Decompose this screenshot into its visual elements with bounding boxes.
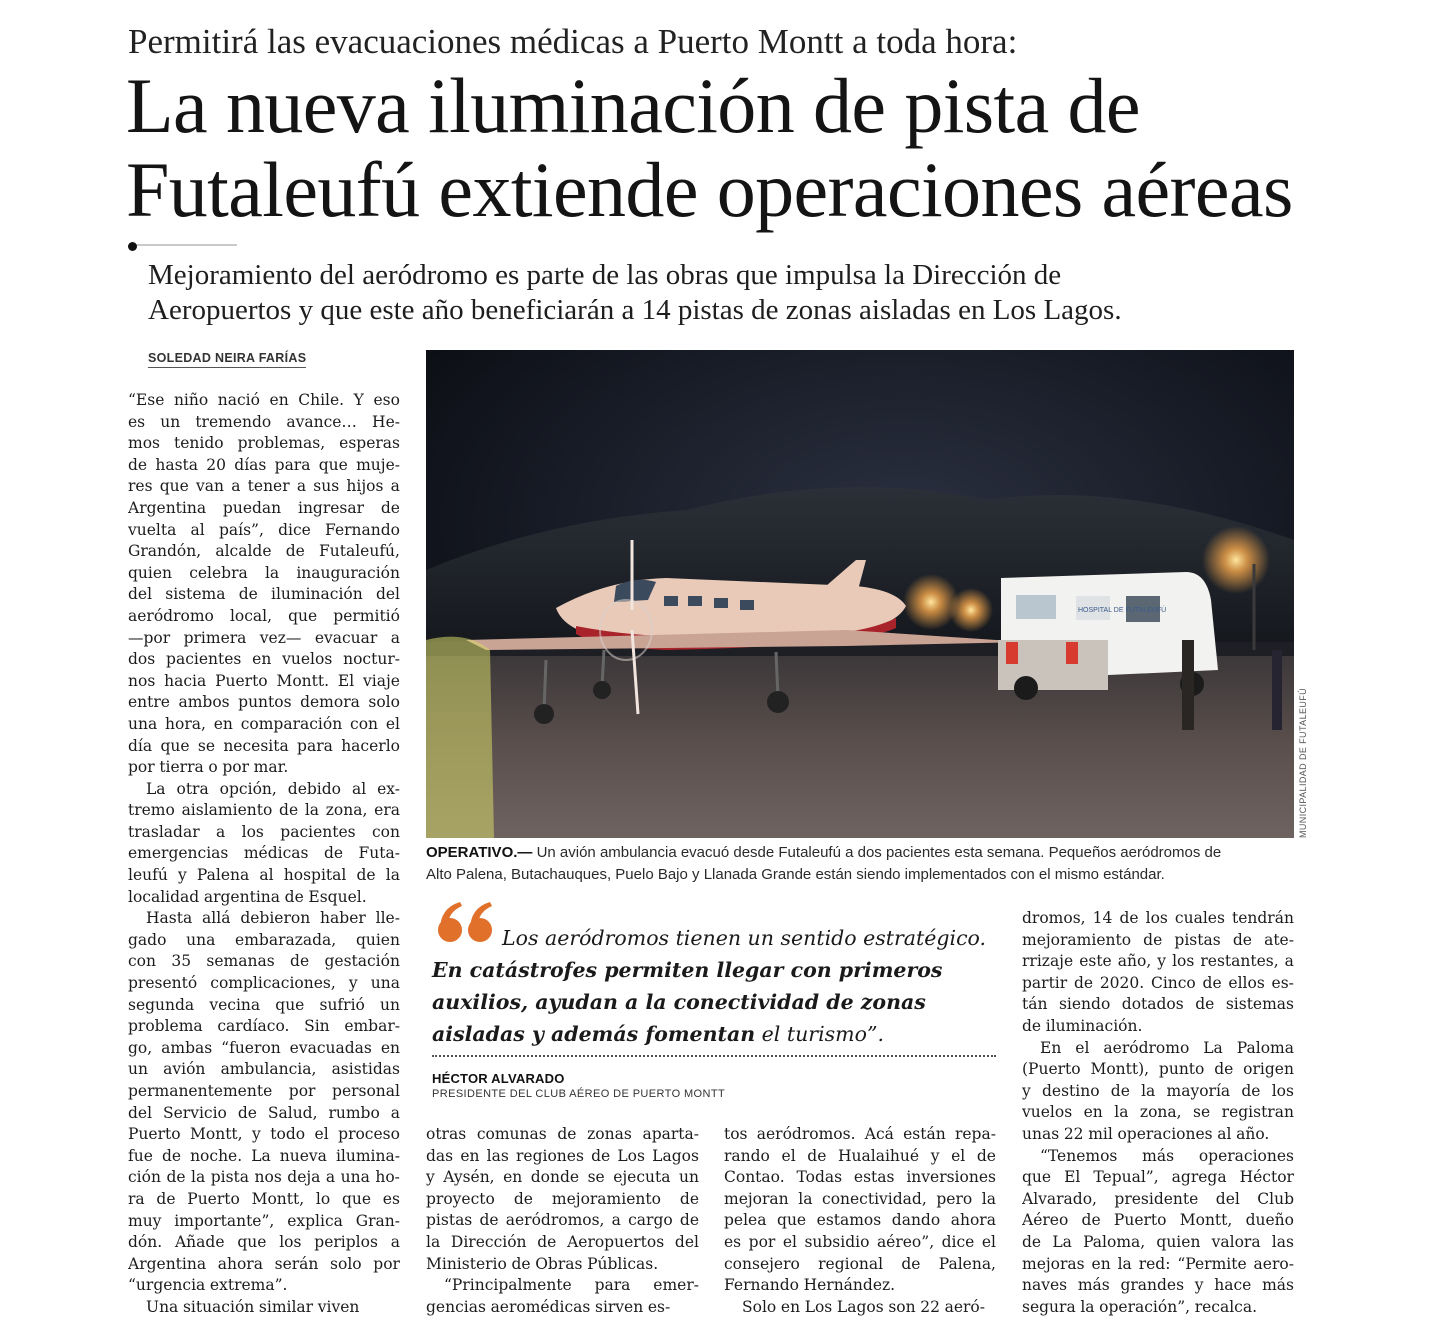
body-text-line: mos tenido problemas, esperas: [128, 434, 400, 453]
body-text-line: ra de Puerto Montt, lo que es: [128, 1189, 400, 1208]
body-text-line: por tierra o por mar.: [128, 758, 289, 777]
body-text-line: una hora, en comparación con el: [128, 714, 400, 733]
body-text-line: día que se necesita para hacerlo: [128, 736, 400, 755]
photo-credit: MUNICIPALIDAD DE FUTALEUFÚ: [1298, 687, 1308, 838]
body-text-line: la Dirección de Aeropuertos del: [426, 1232, 699, 1251]
body-text-line: localidad argentina de Esquel.: [128, 887, 367, 906]
body-text-line: quien celebra la inauguración: [128, 563, 400, 582]
body-text-line: “Tenemos más operaciones: [1040, 1146, 1294, 1165]
ambulance-label: HOSPITAL DE FUTALEUFÚ: [1078, 607, 1167, 614]
body-text-line: un avión ambulancia, asistidas: [128, 1060, 400, 1079]
dek-line-2: Aeropuertos y que este año beneficiarán a 14 pistas de zonas aisladas en Los Lagos.: [148, 294, 1122, 326]
body-text-line: rrizaje este año, y los restantes, a: [1022, 952, 1294, 971]
body-text-line: es por el subsidio aéreo”, dice el: [724, 1232, 996, 1251]
body-text-line: y Aysén, en donde se ejecuta un: [426, 1168, 699, 1187]
body-column-3: [724, 1124, 996, 1318]
body-text-line: mejoras en la red: “Permite aero-: [1022, 1254, 1294, 1273]
body-text-line: dón. Añade que los periplos a: [128, 1233, 400, 1252]
pull-quote-line-1: Los aeródromos tienen un sentido estratégico.: [502, 926, 987, 950]
body-text-line: “Principalmente para emer-: [444, 1276, 699, 1295]
body-text-line: mejoramiento de pistas de ate-: [1022, 930, 1294, 949]
body-text-line: dos pacientes en vuelos noctur-: [128, 650, 400, 669]
standing-person: [1182, 640, 1194, 730]
headline-line-1: La nueva iluminación de pista de: [126, 62, 1140, 149]
body-text-line: del Servicio de Salud, rumbo a: [128, 1103, 400, 1122]
pull-quote: [432, 922, 1002, 1050]
body-text-line: Hasta allá debieron haber lle-: [146, 909, 400, 928]
blurred-person: [426, 637, 494, 838]
body-text-line: pistas de aeródromos, a cargo de: [426, 1211, 699, 1230]
body-text-line: trasladar a los pacientes con: [128, 822, 400, 841]
body-text-line: naves más grandes y hace más: [1022, 1276, 1294, 1295]
body-text-line: de hasta 20 días para que muje-: [128, 455, 400, 474]
body-text-line: Alvarado, presidente del Club: [1022, 1189, 1294, 1208]
body-text-line: Grandón, alcalde de Futaleufú,: [128, 542, 400, 561]
night-airfield-illustration: [426, 350, 1294, 838]
body-text-line: emergencias médicas de Futa-: [128, 844, 400, 863]
body-text-line: Puerto Montt, y todo el proceso: [128, 1125, 400, 1144]
headline: [126, 64, 1366, 232]
body-text-line: go, ambas “fueron evacuadas en: [128, 1038, 400, 1057]
body-column-2: [426, 1124, 699, 1318]
street-lamp: [1202, 526, 1270, 594]
body-text-line: de iluminación.: [1022, 1016, 1143, 1035]
body-text-line: leufú y Palena al hospital de la: [128, 866, 400, 885]
dek-line-1: Mejoramiento del aeródromo es parte de las obras que impulsa la Dirección de: [148, 259, 1062, 291]
body-text-line: Una situación similar viven: [146, 1297, 360, 1316]
byline: SOLEDAD NEIRA FARÍAS: [148, 351, 306, 368]
body-text-line: tán siendo dotados de sistemas: [1022, 995, 1294, 1014]
body-text-line: unas 22 mil operaciones al año.: [1022, 1124, 1270, 1143]
body-text-line: segura la operación”, recalca.: [1022, 1297, 1258, 1316]
body-text-line: partir de 2020. Cinco de ellos es-: [1022, 973, 1294, 992]
body-text-line: fue de noche. La nueva ilumina-: [128, 1146, 400, 1165]
caption-text-2: Alto Palena, Butachauques, Puelo Bajo y Llanada Grande están siendo implementados con el mismo estándar.: [426, 866, 1165, 883]
body-text-line: y destino de la mayoría de los: [1022, 1081, 1294, 1100]
kicker: Permitirá las evacuaciones médicas a Puerto Montt a toda hora:: [128, 22, 1018, 61]
quote-attribution-name: HÉCTOR ALVARADO: [432, 1071, 565, 1086]
pull-quote-line-2: En catástrofes permiten llegar con primeros: [432, 958, 943, 982]
dek-bullet: [128, 242, 137, 251]
body-text-line: res que van a tener a sus hijos a: [128, 477, 400, 496]
body-text-line: “urgencia extrema”.: [128, 1276, 288, 1295]
body-text-line: —por primera vez— evacuar a: [128, 628, 400, 647]
photo-caption: [426, 842, 1296, 886]
body-text-line: entre ambos puntos demora solo: [128, 693, 400, 712]
runway-light: [949, 588, 993, 632]
body-text-line: vuelta al país”, dice Fernando: [128, 520, 400, 539]
pull-quote-line-3: auxilios, ayudan a la conectividad de zonas: [432, 990, 926, 1014]
body-text-line: presentó complicaciones, y una: [128, 974, 400, 993]
body-text-line: (Puerto Montt), punto de origen: [1022, 1060, 1294, 1079]
dek: [148, 258, 1308, 328]
dek-rule: [129, 244, 237, 246]
body-text-line: es un tremendo avance… He-: [128, 412, 400, 431]
body-column-4: [1022, 908, 1294, 1318]
body-text-line: muy importante”, explica Gran-: [128, 1211, 400, 1230]
body-text-line: problema cardíaco. Sin embar-: [128, 1017, 400, 1036]
body-text-line: otras comunas de zonas aparta-: [426, 1125, 699, 1143]
body-text-line: con 35 semanas de gestación: [128, 952, 400, 971]
headline-line-2: Futaleufú extiende operaciones aéreas: [126, 146, 1293, 233]
body-text-line: En el aeródromo La Paloma: [1040, 1038, 1294, 1057]
quote-attribution-role: PRESIDENTE DEL CLUB AÉREO DE PUERTO MONTT: [432, 1088, 726, 1100]
body-text-line: tos aeródromos. Acá están repa-: [724, 1125, 996, 1143]
body-text-line: consejero regional de Palena,: [724, 1254, 996, 1273]
body-text-line: aeródromo local, que permitió: [128, 606, 400, 625]
body-text-line: Solo en Los Lagos son 22 aeró-: [742, 1297, 986, 1316]
body-text-line: de La Paloma, quien valora las: [1022, 1232, 1294, 1251]
body-text-line: Fernando Hernández.: [724, 1276, 896, 1295]
body-text-line: rando el de Hualaihué y el de: [724, 1146, 996, 1165]
body-text-line: Contao. Todas estas inversiones: [724, 1168, 996, 1187]
body-text-line: ción de la pista nos deja a una ho-: [128, 1168, 400, 1187]
body-text-line: pelea que estamos dando ahora: [724, 1211, 996, 1230]
caption-lead: OPERATIVO.—: [426, 844, 533, 861]
body-text-line: Ministerio de Obras Públicas.: [426, 1254, 659, 1273]
caption-text-1: Un avión ambulancia evacuó desde Futaleufú a dos pacientes esta semana. Pequeños aeródromos de: [532, 844, 1222, 861]
body-text-line: gencias aeromédicas sirven es-: [426, 1297, 671, 1316]
body-text-line: vuelos en la zona, se registran: [1022, 1103, 1294, 1122]
body-column-1: [128, 390, 400, 1319]
body-text-line: permanentemente por personal: [128, 1082, 400, 1100]
body-text-line: mejoran la conectividad, pero la: [724, 1189, 996, 1208]
body-text-line: Aéreo de Puerto Montt, dueño: [1022, 1211, 1294, 1230]
body-text-line: que El Tepual”, agrega Héctor: [1022, 1168, 1294, 1187]
body-text-line: tremo aislamiento de la zona, era: [128, 801, 400, 820]
body-text-line: das en las regiones de Los Lagos: [426, 1146, 699, 1165]
body-text-line: “Ese niño nació en Chile. Y eso: [128, 391, 400, 409]
body-text-line: gado una embarazada, quien: [128, 930, 400, 949]
body-text-line: dromos, 14 de los cuales tendrán: [1022, 909, 1294, 927]
quote-divider: [432, 1055, 996, 1057]
pull-quote-line-4-rest: el turismo”.: [755, 1022, 884, 1046]
body-text-line: nos hacia Puerto Montt. El viaje: [128, 671, 400, 690]
body-text-line: Argentina puedan ingresar de: [128, 498, 400, 517]
standing-person: [1272, 650, 1282, 730]
body-text-line: segunda vecina que sufrió un: [128, 995, 400, 1014]
body-text-line: La otra opción, debido al ex-: [146, 779, 400, 798]
body-text-line: proyecto de mejoramiento de: [426, 1189, 699, 1208]
body-text-line: del sistema de iluminación del: [128, 585, 400, 604]
news-photo: [426, 350, 1294, 838]
pull-quote-line-4-bold: aisladas y además fomentan: [432, 1022, 756, 1046]
body-text-line: Argentina ahora serán solo por: [128, 1254, 400, 1273]
